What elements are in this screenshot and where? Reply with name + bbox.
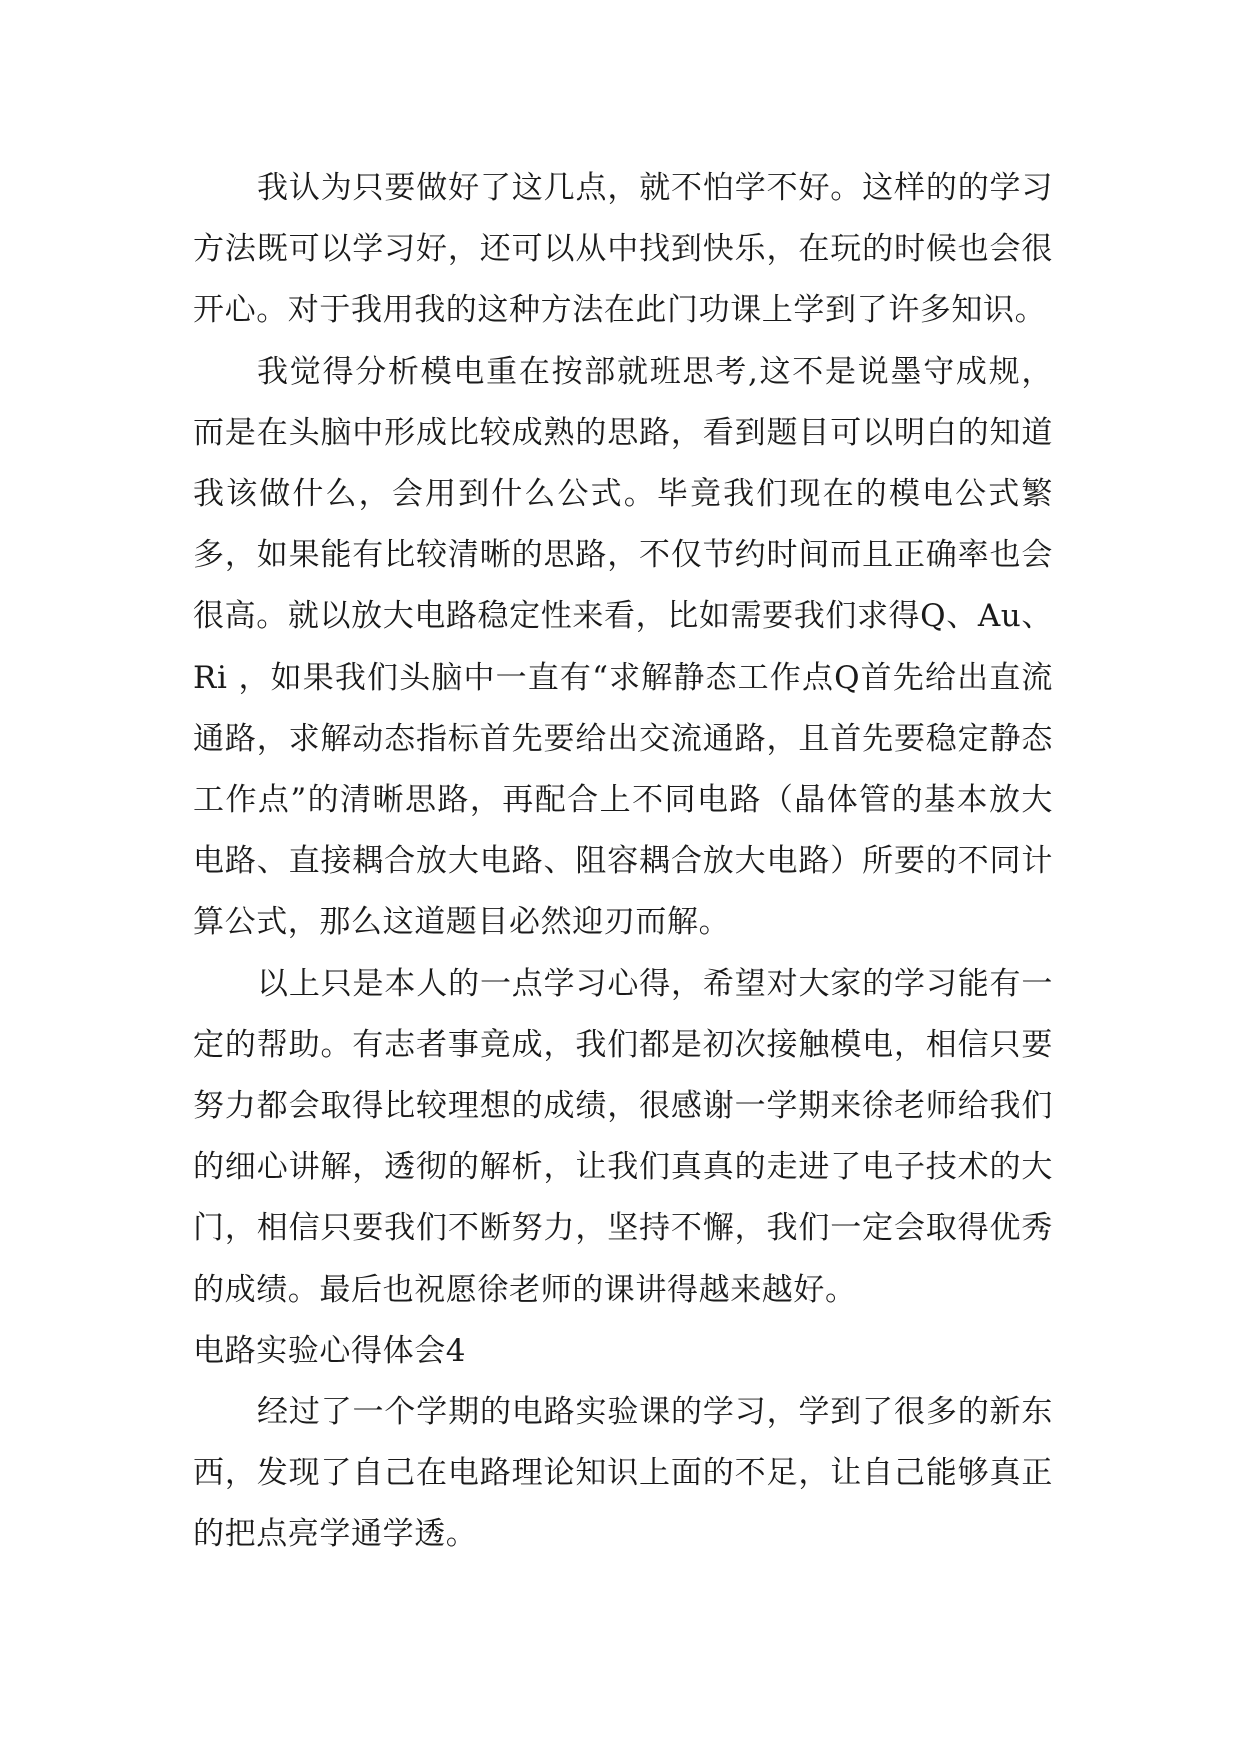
paragraph: 经过了一个学期的电路实验课的学习，学到了很多的新东西，发现了自己在电路理论知识上面的不足，让自己能够真正的把点亮学通学透。: [193, 1394, 1053, 1553]
paragraph: 我认为只要做好了这几点，就不怕学不好。这样的的学习方法既可以学习好，还可以从中找到快乐，在玩的时候也会很开心。对于我用我的这种方法在此门功课上学到了许多知识。: [193, 170, 1053, 329]
section-title: 电路实验心得体会4: [193, 1332, 467, 1369]
paragraph: 以上只是本人的一点学习心得，希望对大家的学习能有一定的帮助。有志者事竟成，我们都是初次接触模电，相信只要努力都会取得比较理想的成绩，很感谢一学期来徐老师给我们的细心讲解，透彻的解析，让我们真真的走进了电子技术的大门，相信只要我们不断努力，坚持不懈，我们一定会取得优秀的成绩。最后也祝愿徐老师的课讲得越来越好。: [193, 965, 1053, 1308]
document-body: [193, 158, 1053, 1566]
paragraph: 我觉得分析模电重在按部就班思考,这不是说墨守成规，而是在头脑中形成比较成熟的思路，看到题目可以明白的知道我该做什么，会用到什么公式。毕竟我们现在的模电公式繁多，如果能有比较清晰的思路，不仅节约时间而且正确率也会很高。就以放大电路稳定性来看，比如需要我们求得Q、Au、Ri ，如果我们头脑中一直有“求解静态工作点Q首先给出直流通路，求解动态指标首先要给出交流通路，且首先要稳定静态工作点”的清晰思路，再配合上不同电路（晶体管的基本放大电路、直接耦合放大电路、阻容耦合放大电路）所要的不同计算公式，那么这道题目必然迎刃而解。: [193, 353, 1053, 941]
